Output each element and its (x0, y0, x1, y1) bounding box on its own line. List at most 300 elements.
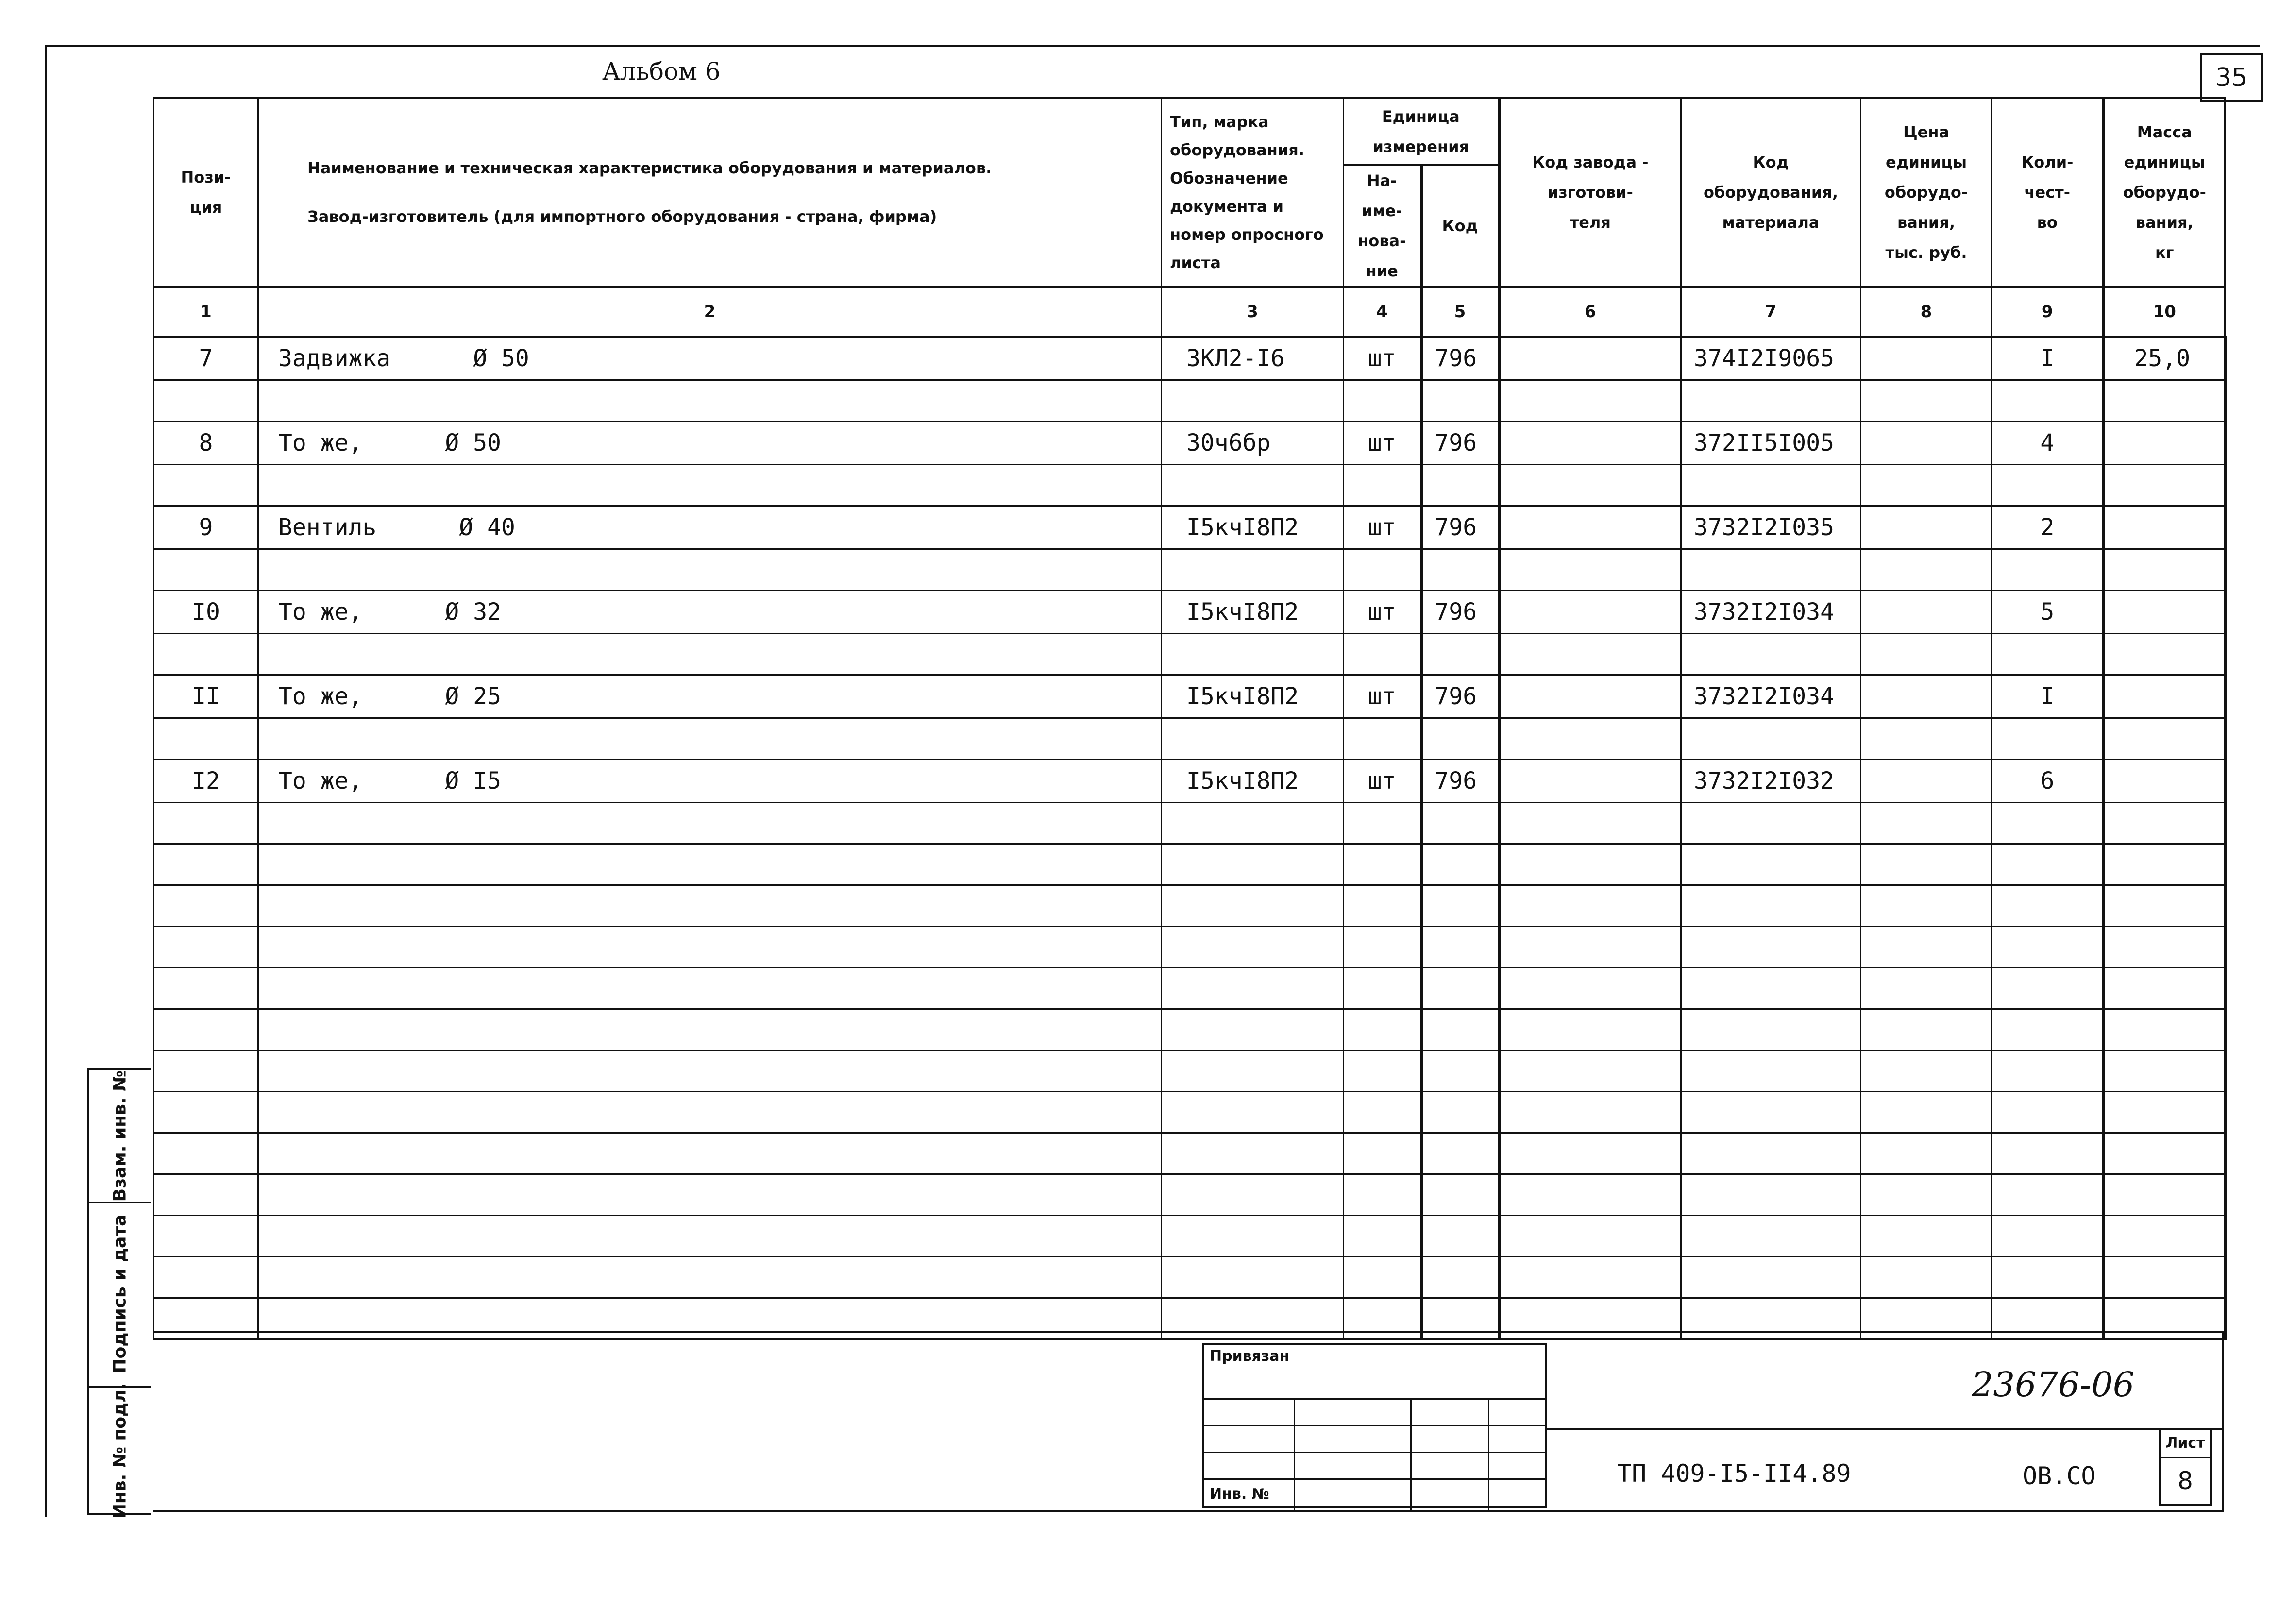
empty-cell (1681, 1092, 1861, 1133)
empty-cell (258, 634, 1162, 675)
empty-cell (1861, 1092, 1992, 1133)
approval-sidebar (87, 1068, 151, 1519)
row-position: 7 (154, 337, 258, 380)
column-number: 5 (1421, 287, 1499, 337)
row-type: I5кчI8П2 (1162, 760, 1344, 803)
empty-cell (1421, 885, 1499, 927)
empty-cell (154, 465, 258, 506)
header-unit: Единица измерения (1344, 98, 1499, 165)
empty-cell (1344, 1174, 1421, 1216)
empty-cell (2104, 844, 2225, 885)
item-diameter: Ø 50 (445, 429, 501, 457)
empty-cell (1861, 1133, 1992, 1174)
empty-cell (1344, 1257, 1421, 1298)
row-factory-code (1499, 337, 1681, 380)
empty-cell (154, 1174, 258, 1216)
empty-cell (2104, 465, 2225, 506)
empty-cell (1499, 1009, 1681, 1050)
row-mass (2104, 506, 2225, 549)
empty-cell (154, 1133, 258, 1174)
empty-cell (154, 1298, 258, 1339)
empty-cell (1499, 968, 1681, 1009)
empty-cell (258, 549, 1162, 591)
empty-cell (1421, 927, 1499, 968)
bottom-border (153, 1510, 2224, 1512)
empty-cell (2104, 549, 2225, 591)
empty-cell (258, 1092, 1162, 1133)
empty-cell (258, 844, 1162, 885)
row-mass (2104, 675, 2225, 718)
empty-cell (1344, 1216, 1421, 1257)
row-mass (2104, 591, 2225, 634)
empty-cell (1344, 549, 1421, 591)
empty-cell (1162, 968, 1344, 1009)
empty-cell (1421, 1174, 1499, 1216)
row-name (258, 675, 1162, 718)
row-type: I5кчI8П2 (1162, 506, 1344, 549)
empty-cell (1162, 803, 1344, 844)
empty-cell (2104, 927, 2225, 968)
empty-cell (1681, 1009, 1861, 1050)
sidebar-cell-sign-date (89, 1202, 151, 1388)
empty-cell (1681, 1050, 1861, 1092)
empty-cell (1499, 380, 1681, 422)
empty-cell (258, 465, 1162, 506)
row-equipment-code: 374I2I9065 (1681, 337, 1861, 380)
item-name: Вентиль (278, 514, 377, 541)
row-unit: шт (1344, 422, 1421, 465)
row-price (1861, 675, 1992, 718)
empty-cell (1344, 844, 1421, 885)
empty-cell (1992, 1216, 2104, 1257)
empty-cell (1344, 634, 1421, 675)
item-diameter: Ø I5 (445, 767, 501, 795)
empty-cell (1861, 465, 1992, 506)
empty-cell (258, 1216, 1162, 1257)
empty-cell (1861, 1216, 1992, 1257)
header-price: Цена единицы оборудо- вания, тыс. руб. (1861, 98, 1992, 287)
header-factory-code: Код завода - изготови- теля (1499, 98, 1681, 287)
empty-cell (1992, 844, 2104, 885)
empty-cell (2104, 1257, 2225, 1298)
empty-cell (1421, 1257, 1499, 1298)
empty-cell (1162, 549, 1344, 591)
column-number: 3 (1162, 287, 1344, 337)
row-name (258, 422, 1162, 465)
empty-cell (1344, 927, 1421, 968)
empty-row (154, 549, 2225, 591)
table-row (154, 760, 2225, 803)
empty-cell (1499, 844, 1681, 885)
column-numbers-row (154, 287, 2225, 337)
empty-cell (1992, 803, 2104, 844)
empty-cell (1861, 885, 1992, 927)
empty-cell (154, 380, 258, 422)
column-number: 8 (1861, 287, 1992, 337)
title-block-divider (1547, 1428, 2224, 1430)
row-unit-code: 796 (1421, 591, 1499, 634)
empty-cell (1421, 1092, 1499, 1133)
empty-cell (1162, 1174, 1344, 1216)
empty-cell (2104, 634, 2225, 675)
row-mass (2104, 760, 2225, 803)
empty-cell (154, 1009, 258, 1050)
row-price (1861, 337, 1992, 380)
empty-cell (1499, 549, 1681, 591)
empty-cell (1421, 1133, 1499, 1174)
sidebar-cell-inv-replace (89, 1070, 151, 1203)
empty-cell (1861, 927, 1992, 968)
empty-cell (1499, 1216, 1681, 1257)
attached-label: Привязан (1210, 1348, 1290, 1365)
empty-cell (258, 380, 1162, 422)
empty-cell (2104, 885, 2225, 927)
empty-cell (258, 803, 1162, 844)
item-diameter: Ø 50 (473, 345, 529, 372)
item-name: То же, (278, 598, 363, 626)
empty-cell (154, 549, 258, 591)
item-name: Задвижка (278, 345, 391, 372)
empty-cell (154, 968, 258, 1009)
row-name (258, 760, 1162, 803)
row-quantity: 4 (1992, 422, 2104, 465)
sheet-box (2159, 1428, 2212, 1506)
empty-cell (1681, 1216, 1861, 1257)
row-type: 30ч6бр (1162, 422, 1344, 465)
empty-cell (1681, 549, 1861, 591)
sheet-number: 8 (2178, 1467, 2193, 1495)
empty-cell (1421, 803, 1499, 844)
empty-row (154, 718, 2225, 760)
table-row (154, 422, 2225, 465)
right-border (2222, 1331, 2224, 1510)
item-name: То же, (278, 767, 363, 795)
empty-cell (154, 885, 258, 927)
empty-cell (1162, 927, 1344, 968)
column-number: 6 (1499, 287, 1681, 337)
empty-cell (1499, 634, 1681, 675)
row-mass (2104, 422, 2225, 465)
empty-cell (1499, 927, 1681, 968)
empty-row (154, 803, 2225, 844)
row-unit: шт (1344, 675, 1421, 718)
row-unit-code: 796 (1421, 675, 1499, 718)
empty-cell (1861, 718, 1992, 760)
empty-cell (1421, 968, 1499, 1009)
empty-cell (258, 1009, 1162, 1050)
sidebar-inv-replace: Взам. инв. № (110, 1070, 130, 1202)
row-mass: 25,0 (2104, 337, 2225, 380)
row-unit: шт (1344, 591, 1421, 634)
empty-cell (1992, 927, 2104, 968)
row-unit-code: 796 (1421, 422, 1499, 465)
empty-cell (2104, 1092, 2225, 1133)
row-quantity: I (1992, 337, 2104, 380)
empty-cell (1861, 1257, 1992, 1298)
empty-cell (1499, 1133, 1681, 1174)
empty-cell (1344, 465, 1421, 506)
empty-cell (1992, 1133, 2104, 1174)
header-equipment-code: Код оборудования, материала (1681, 98, 1861, 287)
row-price (1861, 591, 1992, 634)
item-name: То же, (278, 429, 363, 457)
row-equipment-code: 3732I2I034 (1681, 591, 1861, 634)
empty-cell (1344, 380, 1421, 422)
empty-cell (1861, 1298, 1992, 1339)
empty-cell (154, 1050, 258, 1092)
empty-cell (1344, 1050, 1421, 1092)
empty-cell (258, 1133, 1162, 1174)
empty-cell (1992, 1092, 2104, 1133)
empty-cell (1992, 885, 2104, 927)
empty-cell (154, 927, 258, 968)
row-price (1861, 760, 1992, 803)
row-unit-code: 796 (1421, 506, 1499, 549)
empty-cell (1421, 380, 1499, 422)
empty-cell (154, 1257, 258, 1298)
row-position: II (154, 675, 258, 718)
empty-row (154, 380, 2225, 422)
row-factory-code (1499, 506, 1681, 549)
row-name (258, 506, 1162, 549)
row-unit-code: 796 (1421, 337, 1499, 380)
empty-cell (1162, 1133, 1344, 1174)
empty-cell (1992, 1009, 2104, 1050)
empty-cell (1344, 718, 1421, 760)
empty-cell (1499, 718, 1681, 760)
empty-cell (1162, 885, 1344, 927)
row-factory-code (1499, 760, 1681, 803)
empty-cell (258, 718, 1162, 760)
empty-cell (1992, 1174, 2104, 1216)
empty-cell (1499, 1257, 1681, 1298)
empty-cell (258, 968, 1162, 1009)
row-type: ЗКЛ2-I6 (1162, 337, 1344, 380)
empty-cell (1992, 549, 2104, 591)
empty-cell (1992, 380, 2104, 422)
row-position: I2 (154, 760, 258, 803)
column-number: 1 (154, 287, 258, 337)
empty-cell (154, 1092, 258, 1133)
empty-cell (1681, 718, 1861, 760)
empty-cell (2104, 1174, 2225, 1216)
column-number: 2 (258, 287, 1162, 337)
empty-cell (1162, 718, 1344, 760)
attachment-stamp (1202, 1343, 1547, 1508)
row-factory-code (1499, 591, 1681, 634)
empty-cell (1421, 1009, 1499, 1050)
empty-cell (1162, 1257, 1344, 1298)
empty-cell (1344, 1133, 1421, 1174)
row-quantity: 6 (1992, 760, 2104, 803)
empty-cell (1861, 1050, 1992, 1092)
empty-cell (1861, 1174, 1992, 1216)
empty-cell (1344, 1092, 1421, 1133)
empty-cell (258, 1174, 1162, 1216)
title-block-top (153, 1331, 2224, 1333)
row-position: I0 (154, 591, 258, 634)
empty-cell (1162, 1009, 1344, 1050)
item-diameter: Ø 25 (445, 683, 501, 710)
empty-cell (1162, 465, 1344, 506)
empty-cell (1992, 1298, 2104, 1339)
empty-cell (1861, 803, 1992, 844)
empty-cell (1499, 1092, 1681, 1133)
empty-cell (2104, 803, 2225, 844)
empty-cell (1499, 1050, 1681, 1092)
row-name (258, 337, 1162, 380)
row-equipment-code: 3732I2I032 (1681, 760, 1861, 803)
handwritten-number: 23676-06 (1972, 1365, 2135, 1405)
empty-cell (154, 844, 258, 885)
empty-cell (1681, 968, 1861, 1009)
row-factory-code (1499, 675, 1681, 718)
empty-cell (1861, 549, 1992, 591)
empty-cell (1421, 718, 1499, 760)
empty-cell (1344, 803, 1421, 844)
row-quantity: 2 (1992, 506, 2104, 549)
empty-cell (1992, 465, 2104, 506)
empty-cell (154, 1216, 258, 1257)
empty-cell (1421, 465, 1499, 506)
column-number: 10 (2104, 287, 2225, 337)
empty-cell (1992, 718, 2104, 760)
empty-cell (2104, 1050, 2225, 1092)
empty-cell (1861, 968, 1992, 1009)
document-mark: ОВ.СО (2023, 1462, 2096, 1490)
document-code: ТП 409-I5-II4.89 (1617, 1459, 1851, 1488)
empty-cell (1681, 1298, 1861, 1339)
empty-cell (1162, 634, 1344, 675)
empty-cell (1681, 380, 1861, 422)
row-unit: шт (1344, 337, 1421, 380)
empty-row (154, 1050, 2225, 1092)
empty-cell (1421, 844, 1499, 885)
empty-cell (1681, 844, 1861, 885)
empty-row (154, 1257, 2225, 1298)
empty-cell (1681, 1257, 1861, 1298)
inv-no-label: Инв. № (1210, 1486, 1269, 1503)
empty-row (154, 927, 2225, 968)
empty-cell (1421, 549, 1499, 591)
item-name: То же, (278, 683, 363, 710)
empty-row (154, 634, 2225, 675)
sidebar-inv-orig: Инв. № подл. (110, 1383, 130, 1519)
empty-row (154, 1174, 2225, 1216)
empty-cell (2104, 1216, 2225, 1257)
row-equipment-code: 3732I2I034 (1681, 675, 1861, 718)
sidebar-cell-inv-orig (89, 1383, 151, 1519)
header-unit-code: Код (1421, 165, 1499, 287)
empty-cell (1499, 465, 1681, 506)
sheet-label: Лист (2161, 1430, 2210, 1458)
empty-cell (1681, 1133, 1861, 1174)
empty-cell (1992, 634, 2104, 675)
empty-cell (1681, 1174, 1861, 1216)
header-position: Пози- ция (154, 98, 258, 287)
column-number: 9 (1992, 287, 2104, 337)
header-unit-name: На- име- нова- ние (1344, 165, 1421, 287)
empty-cell (2104, 1133, 2225, 1174)
empty-cell (1681, 465, 1861, 506)
row-name (258, 591, 1162, 634)
empty-cell (1162, 1050, 1344, 1092)
row-unit: шт (1344, 760, 1421, 803)
empty-cell (2104, 1009, 2225, 1050)
empty-cell (1162, 1298, 1344, 1339)
column-number: 4 (1344, 287, 1421, 337)
empty-cell (1344, 1298, 1421, 1339)
row-position: 9 (154, 506, 258, 549)
empty-cell (1162, 844, 1344, 885)
empty-cell (1681, 885, 1861, 927)
empty-cell (2104, 380, 2225, 422)
empty-cell (2104, 1298, 2225, 1339)
empty-cell (1499, 803, 1681, 844)
empty-row (154, 885, 2225, 927)
empty-cell (154, 718, 258, 760)
empty-row (154, 1133, 2225, 1174)
row-quantity: 5 (1992, 591, 2104, 634)
header-type: Тип, марка оборудования. Обозначение документа и номер опросного листа (1162, 98, 1344, 287)
empty-cell (1162, 1092, 1344, 1133)
empty-cell (1162, 380, 1344, 422)
empty-cell (1861, 380, 1992, 422)
empty-cell (1344, 885, 1421, 927)
album-title: Альбом 6 (602, 57, 721, 85)
empty-cell (2104, 718, 2225, 760)
empty-cell (1421, 634, 1499, 675)
row-quantity: I (1992, 675, 2104, 718)
empty-cell (1992, 968, 2104, 1009)
empty-cell (1861, 634, 1992, 675)
row-factory-code (1499, 422, 1681, 465)
empty-cell (154, 803, 258, 844)
empty-cell (1421, 1050, 1499, 1092)
empty-cell (1681, 634, 1861, 675)
empty-cell (1162, 1216, 1344, 1257)
empty-cell (258, 1298, 1162, 1339)
empty-cell (1344, 1009, 1421, 1050)
empty-cell (1861, 844, 1992, 885)
empty-row (154, 1298, 2225, 1339)
row-type: I5кчI8П2 (1162, 675, 1344, 718)
empty-cell (258, 885, 1162, 927)
empty-row (154, 1009, 2225, 1050)
empty-cell (1421, 1298, 1499, 1339)
header-mass: Масса единицы оборудо- вания, кг (2104, 98, 2225, 287)
empty-cell (1499, 885, 1681, 927)
item-diameter: Ø 40 (459, 514, 515, 541)
empty-row (154, 465, 2225, 506)
empty-cell (1344, 968, 1421, 1009)
empty-row (154, 968, 2225, 1009)
page-number: 35 (2200, 53, 2263, 102)
table-row (154, 337, 2225, 380)
empty-cell (258, 1050, 1162, 1092)
empty-cell (1861, 1009, 1992, 1050)
row-type: I5кчI8П2 (1162, 591, 1344, 634)
empty-cell (258, 1257, 1162, 1298)
table-row (154, 506, 2225, 549)
empty-row (154, 844, 2225, 885)
equipment-spec-table (153, 97, 2227, 1340)
empty-cell (1681, 803, 1861, 844)
header-name: Наименование и техническая характеристика оборудования и материалов. Завод-изготовитель (для импортного оборудования - страна, фирма) (258, 98, 1162, 287)
empty-cell (1992, 1257, 2104, 1298)
empty-row (154, 1216, 2225, 1257)
empty-cell (1499, 1174, 1681, 1216)
